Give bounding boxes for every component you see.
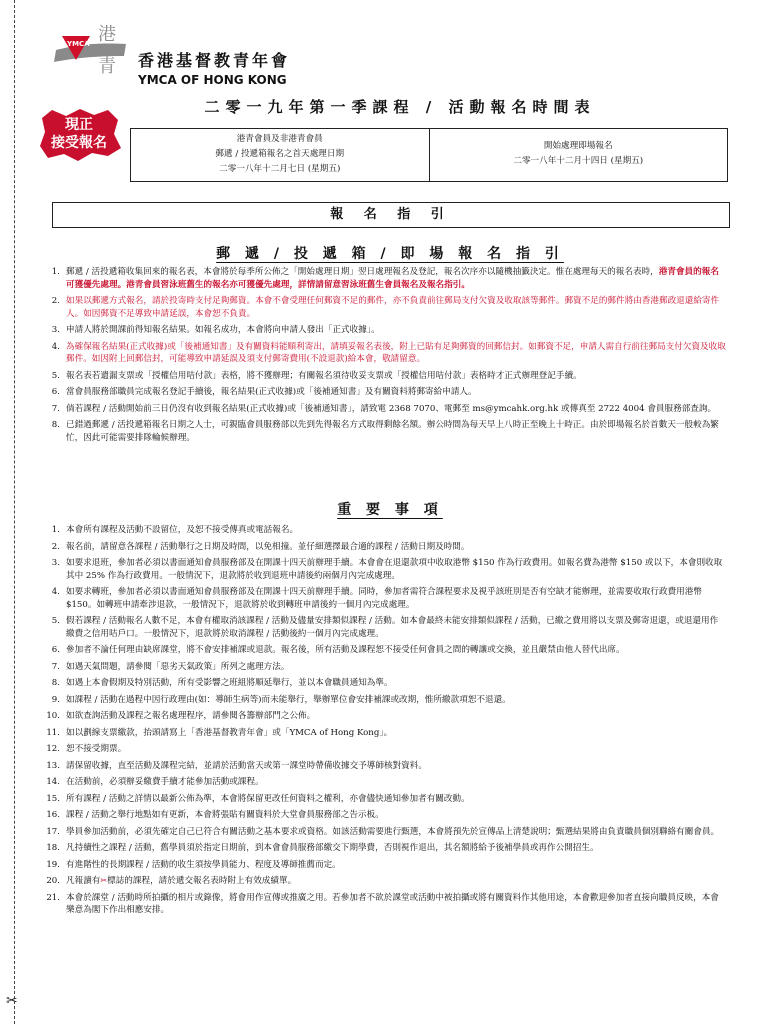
item-text: 課程 / 活動之舉行地點如有更新，本會將張貼有關資料於大堂會員服務部之告示板。 (66, 810, 384, 820)
important-note-item (40, 557, 726, 582)
important-note-item (40, 776, 726, 789)
scissors-mark-icon: ✂ (100, 876, 108, 885)
important-notes-list (40, 524, 726, 921)
registration-guide-item (40, 386, 726, 399)
item-text: 假若課程 / 活動報名人數不足，本會有權取消該課程 / 活動及儘量安排類似課程 / 活動。如本會最終未能安排類似課程 / 活動，已繳之費用將以支票及郵寄退還，或退還用作繳費之信用咭戶口。一般情況下，退款將於取消課程 / 活動後約一個月內完成處理。 (66, 616, 719, 639)
item-number: 6. (51, 387, 60, 397)
item-number: 16. (46, 810, 60, 820)
item-number: 1. (51, 267, 60, 277)
important-note-item (40, 710, 726, 723)
important-note-item (40, 892, 726, 917)
important-note-item (40, 727, 726, 740)
item-number: 7. (51, 403, 60, 414)
registration-guide-list (40, 266, 726, 448)
item-number: 8. (51, 678, 60, 688)
item-text: 如遇上本會假期及特別活動，所有受影響之班組將順延舉行，並以本會職員通知為準。 (66, 678, 393, 688)
schedule-left (131, 129, 429, 181)
important-note-item (40, 743, 726, 756)
item-text: 如要求退班，參加者必須以書面通知會員服務部及在開課十四天前辦理手續。本會會在退還款項中收取港幣 $150 作為行政費用。如報名費為港幣 $150 或以下，本會則收取其中 25% 作為行政費用。一般情況下，退款將於收到退班申請後約兩個月內完成處理。 (66, 558, 723, 581)
item-number: 11. (46, 727, 60, 738)
item-text: 如遇天氣問題，請參閱「惡劣天氣政策」所列之處理方法。 (66, 661, 290, 672)
item-number: 17. (46, 826, 60, 837)
item-warning-text: 為確保報名結果(正式收據)或「後補通知書」及有關資料能順利寄出，請填妥報名表後，附上已貼有足夠郵資的回郵信封。如郵資不足，申請人需自行前往郵局支付欠資及收取郵件。如因附上回郵信封，可能導致申請延誤及須支付郵寄費用(不設退款)給本會，敬請留意。 (66, 341, 726, 364)
item-warning-text: 如果以郵遞方式報名，請於投寄時支付足夠郵資。本會不會受理任何郵資不足的郵件，亦不負責前往郵局支付欠資及收取該等郵件。郵資不足的郵件將由香港郵政退還給寄件人。如因郵資不足導致申請延誤，本會恕不負責。 (66, 296, 720, 319)
important-note-item (40, 644, 726, 657)
item-text: 凡持續性之課程 / 活動，舊學員須於指定日期前，到本會會員服務部繳交下期學費，否則視作退出，其名額將給予後補學員或再作公開招生。 (66, 843, 599, 853)
registration-guide-item (40, 324, 726, 337)
item-text: 恕不接受期票。 (66, 744, 127, 754)
item-number: 1. (51, 525, 60, 535)
item-number: 7. (51, 661, 60, 672)
item-number: 15. (46, 793, 60, 804)
item-number: 19. (46, 859, 60, 870)
registration-guide-item (40, 370, 726, 383)
important-note-item (40, 661, 726, 674)
item-text: 本會所有課程及活動不設留位，及恕不接受傳真或電話報名。 (66, 525, 299, 535)
item-number: 4. (51, 341, 60, 352)
ymca-emblem-icon (52, 20, 130, 82)
svg-text:港: 港 (98, 24, 116, 45)
item-number: 6. (51, 645, 60, 655)
section1-title: 郵 遞 / 投 遞 箱 / 即 場 報 名 指 引 (216, 246, 564, 262)
item-text: 報名表若遺漏支票或「授權信用咭付款」表格，將不獲辦理；有關報名須待收妥支票或「授權信用咭付款」表格時才正式辦理登記手續。 (66, 370, 582, 381)
item-number: 20. (46, 876, 60, 886)
item-number: 5. (51, 370, 60, 381)
important-note-item (40, 677, 726, 690)
schedule-left-line: 二零一八年十二月七日 (星期五) (219, 164, 341, 174)
scissors-icon: ✂ (6, 993, 18, 1009)
item-text: 有進階性的長期課程 / 活動的收生須按學員能力、程度及導師推薦而定。 (66, 859, 341, 870)
item-number: 2. (51, 296, 60, 306)
important-note-item (40, 524, 726, 537)
item-text: 如要求轉班，參加者必須以書面通知會員服務部及在開課十四天前辦理手續。同時，參加者需符合課程要求及視乎該班別是否有空缺才能辦理，並需要收取行政費用港幣 $150。如轉班申請牽涉退款，一般情況下，退款將於收到轉班申請後約一個月內完成處理。 (66, 587, 702, 610)
registration-guide-item (40, 341, 726, 366)
important-note-item (40, 586, 726, 611)
item-text: 如欲查詢活動及課程之報名處理程序，請參閱各籌辦部門之公佈。 (66, 711, 316, 721)
item-number: 10. (46, 711, 60, 721)
schedule-right (429, 129, 728, 181)
page-title: 二零一九年第一季課程 / 活動報名時間表 (204, 98, 596, 116)
registration-guide-item (40, 295, 726, 320)
schedule-left-line: 港青會員及非港青會員 (236, 134, 323, 144)
item-text: 本會於課堂 / 活動時所拍攝的相片或錄像，將會用作宣傳或推廣之用。若參加者不欲於課堂或活動中被拍攝或將有關資料作其他用途，本會歡迎參加者直接向職員反映，本會樂意為閣下作出相應安排。 (66, 892, 719, 915)
section2-title: 重 要 事 項 (337, 502, 443, 518)
item-text: 參加者不論任何理由缺席課堂，將不會安排補課或退款。報名後，所有活動及課程恕不接受任何會員之間的轉讓或交換，並且嚴禁由他人替代出席。 (66, 645, 625, 655)
item-number: 14. (46, 777, 60, 787)
item-number: 4. (51, 587, 60, 597)
registration-guide-item (40, 419, 726, 444)
badge-line2: 接受報名 (51, 135, 107, 151)
item-text: 倘若課程 / 活動開始前三日仍沒有收到報名結果(正式收據)或「後補通知書」，請致電 2368 7070、電郵至 ms@ymcahk.org.hk 或傳真至 2722 4004 會員服務部查詢。 (66, 403, 717, 414)
ymca-logo (52, 20, 302, 90)
item-number: 8. (51, 420, 60, 430)
item-number: 9. (51, 694, 60, 705)
item-text: 凡報讀有 (66, 876, 101, 886)
item-text: 學員參加活動前，必須先確定自己已符合有關活動之基本要求或資格。如該活動需要進行甄選，本會將預先於宣傳品上清楚說明；甄選結果將由負責職員個別聯絡有關會員。 (66, 826, 720, 837)
item-text: 如課程 / 活動在過程中因行政理由(如：導師生病等)而未能舉行，舉辦單位會安排補課或改期，惟所繳款項恕不退還。 (66, 694, 511, 705)
schedule-right-line: 二零一八年十二月十四日 (星期五) (513, 156, 644, 166)
important-note-item (40, 760, 726, 773)
now-accepting-badge (36, 108, 122, 162)
important-note-item (40, 793, 726, 806)
schedule-right-line: 開始處理即場報名 (543, 141, 613, 151)
important-note-item (40, 875, 726, 888)
item-number: 21. (46, 892, 60, 903)
important-note-item (40, 809, 726, 822)
cut-line (14, 0, 15, 1024)
important-note-item (40, 826, 726, 839)
item-text: 報名前，請留意各課程 / 活動舉行之日期及時間，以免相撞。並仔細選擇最合適的課程 / 活動日期及時間。 (66, 541, 470, 552)
registration-guide-heading: 報 名 指 引 (52, 202, 730, 228)
item-number: 13. (46, 760, 60, 771)
important-note-item (40, 859, 726, 872)
item-text: 已錯過郵遞 / 活投遞箱報名日期之人士，可親臨會員服務部以先到先得報名方式取得剩餘名額。辦公時間為每天早上八時正至晚上十時正。由於即場報名於首數天一般較為繁忙，因此可能需要排隊輪候辦理。 (66, 420, 719, 443)
logo-english-name: YMCA OF HONG KONG (138, 73, 287, 87)
logo-chinese-name: 香港基督教青年會 (138, 51, 291, 70)
item-text: 當會員服務部職員完成報名登記手續後，報名結果(正式收據)或「後補通知書」及有關資料將郵寄給申請人。 (66, 387, 477, 397)
item-number: 5. (51, 616, 60, 626)
badge-line1: 現正 (65, 117, 93, 133)
registration-guide-item (40, 266, 726, 291)
item-number: 2. (51, 541, 60, 552)
important-note-item (40, 615, 726, 640)
item-emphasis-text: 港青會員的報名可獲優先處理。港青會員習泳班舊生的報名亦可獲優先處理，詳情請留意習泳班舊生會員報名及報名指引。 (66, 267, 719, 290)
item-text: 所有課程 / 活動之詳情以最新公佈為準，本會將保留更改任何資料之權利，亦會儘快通知參加者有關改動。 (66, 793, 470, 804)
item-number: 12. (46, 744, 60, 754)
item-number: 18. (46, 843, 60, 853)
important-note-item (40, 694, 726, 707)
registration-guide-item (40, 403, 726, 416)
item-text: 郵遞 / 活投遞箱收集回來的報名表，本會將於每季所公佈之「開始處理日期」翌日處理報名及登記，報名次序亦以隨機抽籤決定。惟在處理每天的報名表時， (66, 267, 659, 277)
item-number: 3. (51, 558, 60, 568)
schedule-table (130, 128, 728, 182)
svg-text:青: 青 (98, 56, 116, 77)
item-text: 如以劃線支票繳款，抬頭請寫上「香港基督教青年會」或「YMCA of Hong Kong」。 (66, 727, 393, 738)
svg-text:YMCA: YMCA (67, 40, 90, 48)
item-number: 3. (51, 325, 60, 335)
item-text: 申請人將於開課前得知報名結果。如報名成功，本會將向申請人發出「正式收據」。 (66, 325, 380, 335)
important-note-item (40, 541, 726, 554)
item-text: 請保留收據，直至活動及課程完結，並請於活動當天或第一課堂時帶備收據交予導師核對資料。 (66, 760, 427, 771)
important-note-item (40, 842, 726, 855)
item-text: 在活動前，必須辦妥繳費手續才能參加活動或課程。 (66, 777, 264, 787)
schedule-left-line: 郵遞 / 投遞箱報名之首天處理日期 (215, 149, 345, 159)
item-text: 標誌的課程，請於遞交報名表時附上有效成績單。 (107, 876, 297, 886)
